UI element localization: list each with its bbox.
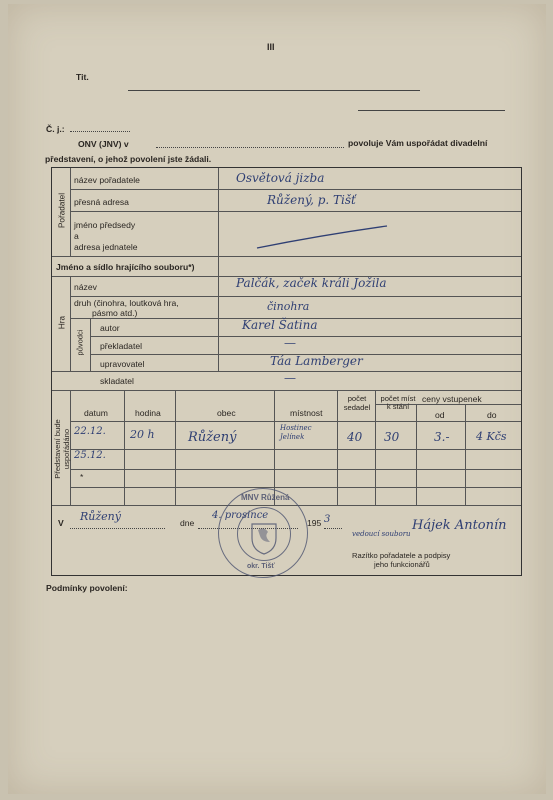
- stamp-top-text: MNV Růžená: [241, 493, 290, 502]
- year-value: 3: [324, 514, 331, 525]
- composer-label: skladatel: [100, 376, 134, 386]
- row1-price-from: 3.-: [434, 430, 450, 444]
- row1-municipality: Růžený: [188, 430, 237, 445]
- official-stamp: [218, 488, 308, 578]
- strike-line: [252, 223, 392, 253]
- adapter-value: Táa Lamberger: [270, 354, 363, 368]
- play-title-label: název: [74, 282, 97, 292]
- col-to: do: [487, 410, 497, 420]
- play-group-label: Hra: [57, 315, 67, 330]
- year-prefix: 195: [307, 518, 322, 528]
- signature-caption: Razítko pořadatele a podpisy: [352, 551, 451, 560]
- col-prices: ceny vstupenek: [422, 394, 482, 404]
- row1-hour: 20 h: [130, 428, 155, 441]
- page-number: III: [267, 42, 275, 52]
- play-title-value: Palčák, začek králi Jožila: [236, 276, 387, 290]
- ensemble-label: Jméno a sídlo hrajícího souboru*): [56, 262, 195, 272]
- col-seated: počet sedadel: [343, 394, 371, 412]
- col-municipality: obec: [217, 408, 236, 418]
- address-line-1: [128, 90, 420, 91]
- col-venue: místnost: [290, 408, 323, 418]
- chair-label: jméno předsedy: [74, 220, 136, 230]
- translator-value: —: [284, 336, 296, 350]
- v-label: V: [58, 518, 64, 528]
- col-standing: počet míst k stání: [380, 394, 416, 411]
- onv-label: ONV (JNV) v: [78, 139, 129, 149]
- genre-label-2: pásmo atd.): [92, 308, 138, 318]
- adapter-label: upravovatel: [100, 359, 145, 369]
- signer-note: vedoucí souboru: [352, 530, 411, 538]
- permit-text: povoluje Vám uspořádat divadelní: [348, 138, 488, 148]
- organizer-address-label: přesná adresa: [74, 197, 129, 207]
- col-hour: hodina: [135, 408, 161, 418]
- signature-place: Růžený: [80, 510, 121, 523]
- tit-label: Tit.: [76, 72, 89, 82]
- cj-label: Č. j.:: [46, 124, 65, 134]
- document-page: [8, 4, 546, 794]
- author-label: autor: [100, 323, 120, 333]
- composer-value: —: [284, 371, 296, 385]
- secretary-label: adresa jednatele: [74, 242, 138, 252]
- organizer-name-value: Osvětová jizba: [236, 171, 325, 185]
- organizer-address-value: Růžený, p. Tišť: [267, 193, 356, 207]
- onv-line: [156, 147, 344, 148]
- genre-label: druh (činohra, loutková hra,: [74, 298, 179, 308]
- stamp-emblem: [237, 507, 291, 561]
- col-from: od: [435, 410, 445, 420]
- row-asterisk: *: [80, 472, 84, 482]
- address-line-2: [358, 110, 505, 111]
- organizer-group-label: Pořadatel: [57, 192, 67, 229]
- organizer-name-label: název pořadatele: [74, 175, 140, 185]
- conditions-label: Podmínky povolení:: [46, 583, 128, 593]
- stamp-bottom-text: okr. Tišť: [247, 563, 275, 570]
- row1-price-to: 4 Kčs: [476, 430, 507, 443]
- and-label: a: [74, 231, 79, 241]
- col-date: datum: [84, 408, 108, 418]
- signature-date: 4. prosince: [212, 510, 269, 521]
- translator-label: překladatel: [100, 341, 143, 351]
- permit-text-2: představení, o jehož povolení jste žádali.: [45, 154, 212, 164]
- row2-date: 25.12.: [74, 450, 106, 461]
- signer-signature: Hájek Antonín: [412, 518, 507, 533]
- row1-date: 22.12.: [74, 426, 106, 437]
- row1-venue: Hostinec Jelínek: [280, 424, 312, 441]
- author-value: Karel Šatina: [242, 318, 318, 332]
- performance-group-label: Představení bude uspořádáno: [53, 419, 71, 479]
- cj-line: [70, 131, 130, 132]
- origin-label: původci: [75, 329, 85, 356]
- dne-label: dne: [180, 518, 195, 528]
- genre-value: činohra: [267, 300, 310, 313]
- signature-caption-2: jeho funkcionářů: [374, 560, 430, 569]
- row1-standing: 30: [384, 430, 400, 444]
- row1-seated: 40: [347, 430, 363, 444]
